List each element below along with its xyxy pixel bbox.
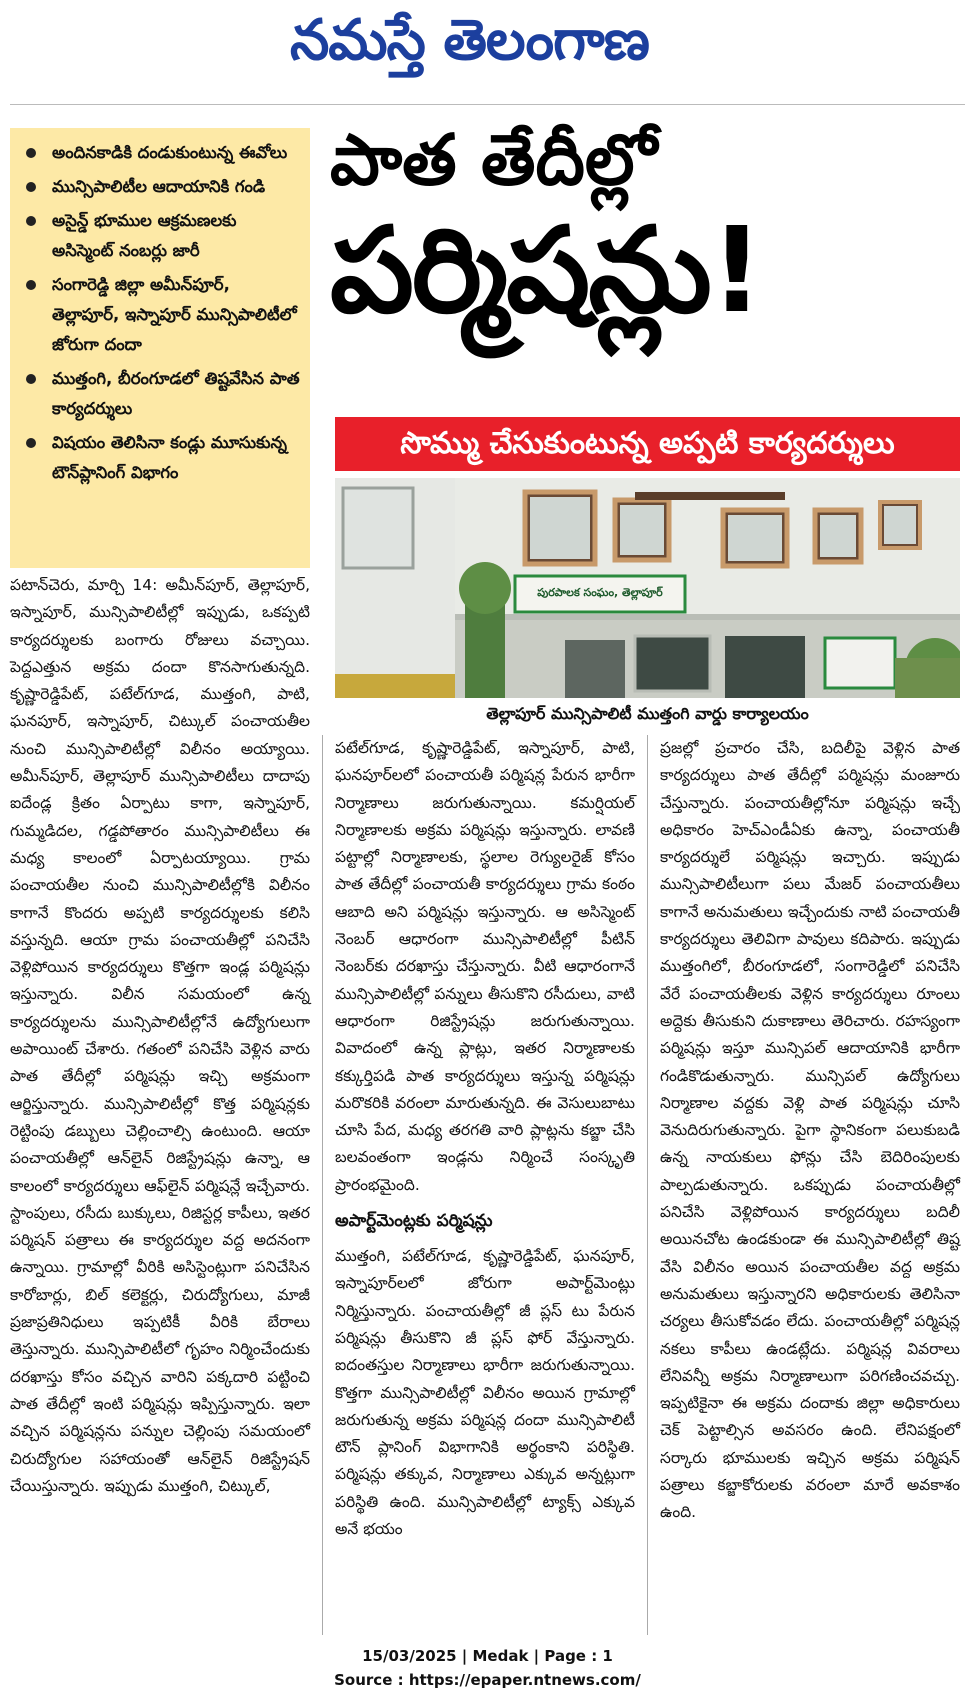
article-column-2 [335,735,635,1543]
article-paragraph: పటేల్‌గూడ, కృష్ణారెడ్డిపేట్, ఇస్నాపూర్, పాటి, ఘనపూర్‌లలో పంచాయతీ పర్మిషన్ల పేరున భారీగా నిర్మాణాలు జరుగుతున్నాయి. కమర్షియల్ నిర్మాణాలకు అక్రమ పర్మిషన్లు ఇస్తున్నారు. లావణి పట్టాల్లో నిర్మాణాలకు, స్థలాల రెగ్యులరైజ్ కోసం పాత తేదీల్లో పంచాయతీ కార్యదర్శులు గ్రామ కంఠం ఆబాది అని పర్మిషన్లు ఇస్తున్నారు. ఆ అసిస్మెంట్ నెంబర్ ఆధారంగా మున్సిపాలిటీల్లో పీటిన్ నెంబర్‌కు దరఖాస్తు చేస్తున్నారు. వీటి ఆధారంగానే మున్సిపాలిటీల్లో పన్నులు తీసుకొని రసీదులు, వాటి ఆధారంగా రిజిస్ట్రేషన్లు జరుగుతున్నాయి. వివాదంలో ఉన్న ప్లాట్లు, ఇతర నిర్మాణాలకు కక్కుర్తిపడి పాత కార్యదర్శులు ఇస్తున్న పర్మిషన్లు మరొకరికి వరంలా మారుతున్నది. ఈ వెసులుబాటు చూసి పేద, మధ్య తరగతి వారి ప్లాట్లను కబ్జా చేసి బలవంతంగా ఇండ్లను నిర్మించే సంస్కృతి ప్రారంభమైంది. [335,739,635,1194]
highlight-text: అందినకాడికి దండుకుంటున్న ఈవోలు [52,143,288,162]
article-paragraph: ప్రజల్లో ప్రచారం చేసి, బదిలీపై వెళ్లిన పాత కార్యదర్శులు పాత తేదీల్లో పర్మిషన్లు మంజూరు చేస్తున్నారు. పంచాయతీల్లోనూ పర్మిషన్లు ఇచ్చే అధికారం హెచ్‌ఎండీఏకు ఉన్నా, పంచాయతీ కార్యదర్శులే పర్మిషన్లు ఇచ్చారు. ఇప్పుడు మున్సిపాలిటీలుగా పలు మేజర్ పంచాయతీలు కాగానే అనుమతులు ఇచ్చేందుకు నాటి పంచాయతీ కార్యదర్శులు తెలివిగా పావులు కదిపారు. ఇప్పుడు ముత్తంగిలో, బీరంగూడలో, సంగారెడ్డిలో పనిచేసి వేరే పంచాయతీలకు వెళ్లిన కార్యదర్శులు రూంలు అద్దెకు తీసుకుని దుకాణాలు తెరిచారు. రహస్యంగా పర్మిషన్లు ఇస్తూ మున్సిపల్ ఆదాయానికి భారీగా గండికొడుతున్నారు. మున్సిపల్ ఉద్యోగులు నిర్మాణాల వద్దకు వెళ్లి పాత పర్మిషన్లు చూసి వెనుదిరుగుతున్నారు. పైగా స్థానికంగా పలుకుబడి ఉన్న నాయకులు ఫోన్లు చేసి బెదిరింపులకు పాల్పడుతున్నారు. ఒకప్పుడు పంచాయతీల్లో పనిచేసి వెళ్లిపోయిన కార్యదర్శులు బదిలీ అయినచోట ఉండకుండా ఈ మున్సిపాలిటీల్లో తిష్ట వేసి విలీనం అయిన పంచాయతీల వద్ద అక్రమ అనుమతులు ఇస్తున్నారని అధికారులకు తెలిసినా చర్యలు తీసుకోవడం లేదు. పంచాయతీల్లో పర్మిషన్ల నకలు కాపీలు ఉండట్లేదు. పర్మిషన్ల వివరాలు లేనివన్నీ అక్రమ నిర్మాణాలుగా పరిగణించవచ్చు. ఇప్పటికైనా ఈ అక్రమ దందాకు జిల్లా అధికారులు చెక్ పెట్టాల్సిన అవసరం ఉంది. లేనిపక్షంలో సర్కారు భూములకు ఇచ్చిన అక్రమ పర్మిషన్ పత్రాలు కబ్జాకోరులకు వరంలా మారే అవకాశం ఉంది. [660,739,960,1522]
bullet-icon [26,148,36,158]
headline-line-2: పర్మిషన్లు! [330,201,762,339]
bullet-icon [26,182,36,192]
highlight-item [24,206,300,266]
bullet-icon [26,374,36,384]
highlight-text: మున్సిపాలిటీల ఆదాయానికి గండి [52,177,266,196]
news-photo [335,478,960,698]
bullet-icon [26,438,36,448]
highlight-text: ముత్తంగి, బీరంగూడలో తిష్టవేసిన పాత కార్యదర్శులు [52,369,300,418]
photo-caption: తెల్లాపూర్ మున్సిపాలిటీ ముత్తంగి వార్డు కార్యాలయం [486,704,809,723]
column-divider [647,735,648,1635]
highlight-text: అసైన్డ్ భూముల ఆక్రమణలకు అసిస్మెంట్ నంబర్లు జారీ [52,211,237,260]
article-column-1 [10,572,310,1500]
highlight-item [24,428,300,488]
article-paragraph: పటాన్‌చెరు, మార్చి 14: అమీన్‌పూర్, తెల్లాపూర్, ఇస్నాపూర్, మున్సిపాలిటీల్లో ఇప్పుడు, ఒకప్పటి కార్యదర్శులకు బంగారు రోజులు వచ్చాయి. పెద్దఎత్తున అక్రమ దందా కొనసాగుతున్నది. కృష్ణారెడ్డిపేట్, పటేల్‌గూడ, ముత్తంగి, పాటి, ఘనపూర్, ఇస్నాపూర్, చిట్కుల్ పంచాయతీల నుంచి మున్సిపాలిటీల్లో విలీనం అయ్యాయి. అమీన్‌పూర్, తెల్లాపూర్ మున్సిపాలిటీలు దాదాపు ఐదేండ్ల క్రితం ఏర్పాటు కాగా, ఇస్నాపూర్, గుమ్మడిదల, గడ్డపోతారం మున్సిపాలిటీలు ఈ మధ్య కాలంలో ఏర్పాటయ్యాయి. గ్రామ పంచాయతీల నుంచి మున్సిపాలిటీల్లోకి విలీనం కాగానే కొందరు అప్పటి కార్యదర్శులకు కలిసి వస్తున్నది. ఆయా గ్రామ పంచాయతీల్లో పనిచేసి వెళ్లిపోయిన కార్యదర్శులు కొత్తగా ఇండ్ల పర్మిషన్లు ఇస్తున్నారు. విలీన సమయంలో ఉన్న కార్యదర్శులను మున్సిపాలిటీల్లోనే ఉద్యోగులుగా అపాయింట్ చేశారు. గతంలో పనిచేసి వెళ్లిన వారు పాత తేదీల్లో పర్మిషన్లు ఇచ్చి అక్రమంగా ఆర్జిస్తున్నారు. మున్సిపాలిటీల్లో కొత్త పర్మిషన్లకు రెట్టింపు డబ్బులు చెల్లించాల్సి ఉంటుంది. ఆయా పంచాయతీల్లో ఆన్‌లైన్ రిజిస్ట్రేషన్లు ఉన్నా, ఆ కాలంలో కార్యదర్శులు ఆఫ్‌లైన్ పర్మిషన్లే ఇచ్చేవారు. స్టాంపులు, రసీదు బుక్కులు, రిజిస్టర్ల కాపీలు, ఇతర పర్మిషన్ పత్రాలు ఈ కార్యదర్శుల వద్ద అదనంగా ఉన్నాయి. గ్రామాల్లో వీరికి అసిస్టెంట్లుగా పనిచేసిన కారోబార్లు, బిల్ కలెక్టర్లు, చిరుద్యోగులు, మాజీ ప్రజాప్రతినిధులు ఇప్పటికీ వీరికి బేరాలు తెస్తున్నారు. మున్సిపాలిటీలో గృహం నిర్మించేందుకు దరఖాస్తు కోసం వచ్చిన వారిని పక్కదారి పట్టించి పాత తేదీల్లో ఇంటి పర్మిషన్లు ఇప్పిస్తున్నారు. ఇలా వచ్చిన పర్మిషన్లను పన్నుల చెల్లింపు సమయంలో చిరుద్యోగుల సహాయంతో ఆన్‌లైన్ రిజిస్ట్రేషన్ చేయిస్తున్నారు. ఇప్పుడు ముత్తంగి, చిట్కుల్, [10,576,310,1495]
article-column-3 [660,735,960,1527]
highlight-item [24,270,300,360]
headline-line-1: పాత తేదీల్లో [330,119,657,201]
highlight-text: విషయం తెలిసినా కండ్లు మూసుకున్న టౌన్‌ప్లానింగ్ విభాగం [52,433,287,482]
section-subheading: అపార్ట్‌మెంట్లకు పర్మిషన్లు [335,1211,493,1232]
subheadline-banner: సొమ్ము చేసుకుంటున్న అప్పటి కార్యదర్శులు [335,417,960,471]
edition-info: 15/03/2025 | Medak | Page : 1 [362,1647,613,1665]
highlights-list [10,128,310,488]
source-link[interactable]: Source : https://epaper.ntnews.com/ [334,1671,641,1689]
page-footer [0,1644,975,1692]
newspaper-logo: నమస్తే తెలంగాణ [290,8,649,73]
column-divider [322,735,323,1635]
masthead-divider [10,104,965,105]
highlight-item [24,138,300,168]
highlight-text: సంగారెడ్డి జిల్లా అమీన్‌పూర్, తెల్లాపూర్, ఇస్నాపూర్ మున్సిపాలిటీలో జోరుగా దందా [52,275,297,354]
bullet-icon [26,280,36,290]
bullet-icon [26,216,36,226]
highlight-item [24,172,300,202]
masthead [0,0,975,100]
highlights-box [10,128,310,568]
office-sign: పురపాలక సంఘం, తెల్లాపూర్ [537,586,663,599]
article-paragraph: ముత్తంగి, పటేల్‌గూడ, కృష్ణారెడ్డిపేట్, ఘనపూర్, ఇస్నాపూర్‌లలో జోరుగా అపార్ట్‌మెంట్లు నిర్మిస్తున్నారు. పంచాయతీల్లో జీ ప్లస్ టు పేరున పర్మిషన్లు తీసుకొని జీ ప్లస్ ఫోర్ వేస్తున్నారు. ఐదంతస్తుల నిర్మాణాలు భారీగా జరుగుతున్నాయి. కొత్తగా మున్సిపాలిటీల్లో విలీనం అయిన గ్రామాల్లో జరుగుతున్న అక్రమ పర్మిషన్ల దందా మున్సిపాలిటీ టౌన్ ప్లానింగ్ విభాగానికి అర్థంకాని పరిస్థితి. పర్మిషన్లు తక్కువ, నిర్మాణాలు ఎక్కువ అన్నట్లుగా పరిస్థితి ఉంది. మున్సిపాలిటీల్లో ట్యాక్స్ ఎక్కువ అనే భయం [335,1247,635,1539]
highlight-item [24,364,300,424]
